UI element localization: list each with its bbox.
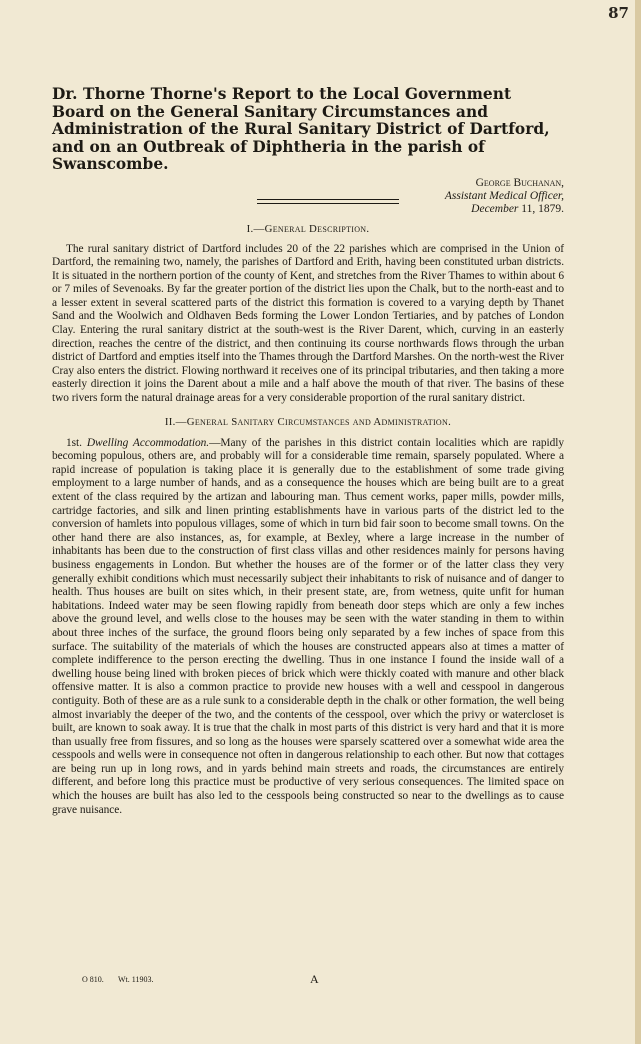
item-title: Dwelling Accommodation. [86,436,210,449]
section-2-paragraph [52,437,564,818]
signature-date [52,203,564,216]
signature-letter: A [310,972,319,986]
signature-name: George Buchanan, [475,176,564,189]
signature-block [52,177,564,216]
print-reference: Wt. 11903. [118,975,154,984]
report-content [52,86,564,817]
signature-date-month: December [471,202,519,215]
item-number: 1st. [66,436,82,449]
page-edge [635,0,641,1044]
section-1-paragraph: The rural sanitary district of Dartford includes 20 of the 22 parishes which are comprised in the Union of Dartford, the remaining two, namely, the parishes of Dartford and Erith, having been constituted urban districts. It is situated in the northern portion of the county of Kent, and stretches from the River Thames to within about 6 or 7 miles of Sevenoaks. By far the greater portion of the district lies upon the Chalk, but to the north-east and to a lesser extent in several scattered parts of the district this formation is covered to a varying depth by Thanet Sand and the Woolwich and Oldhaven Beds forming the Lower London Tertiaries, and by patches of London Clay. Entering the rural sanitary district at the south-west is the River Darent, which, curving in an easterly direction, reaches the centre of the district, and then continuing its course northwards flows through the urban district of Dartford and empties itself into the Thames through the Dartford Marshes. On the north-west the River Cray also enters the district. Flowing northward it receives one of its principal tributaries, and then taking a more easterly direction it joins the Darent about a mile and a half above the mouth of that river. The basins of these two rivers form the natural drainage areas for a very considerable proportion of the rural sanitary district. [52,242,564,405]
page-number: 87 [608,4,629,22]
sheet-mark: O 810. [82,975,104,984]
signature-date-rest: 11, 1879. [518,202,564,215]
signature-role: Assistant Medical Officer, [444,189,564,202]
section-1-heading: I.—General Description. [246,222,370,235]
section-2-heading: II.—General Sanitary Circumstances and Administration. [164,415,452,428]
report-title: Dr. Thorne Thorne's Report to the Local Government Board on the General Sanitary Circumstances and Administration of the Rural Sanitary District of Dartford, and on an Outbreak of Diphtheria in the parish of Swanscombe. [52,85,550,173]
double-rule [257,199,399,204]
section-2-text: —Many of the parishes in this district contain localities which are rapidly becoming populous, others are, and probably will for a considerable time remain, sparsely populated. Where a rapid increase of population is taking place it is generally due to the establishment of some trade giving employment to a large number of hands, and as a consequence the houses which are being built are to a great extent of the class required by the artizan and labouring man. Thus cement works, paper mills, powder mills, cartridge factories, and silk and linen printing establishments have in various parts of the district led to the conversion of hamlets into populous villages, some of which in turn bid fair soon to become small towns. On the other hand there are also instances, as, for example, at Bexley, where a large increase in the number of inhabitants has been due to the construction of first class villas and other residences mainly for persons having business engagements in London. But whether the houses are of the former or of the latter class they very generally exhibit conditions which must necessarily subject their inhabitants to risk of nuisance and of danger to health. Thus houses are built on sites which, in their present state, are, from wetness, quite unfit for human habitations. Indeed water may be seen flowing rapidly from beneath door steps which are only a few inches above the ground level, and wells close to the houses may be seen with the water standing in them to within about three inches of the surface, the ground floors being only separated by a few inches of space from this surface. The suitability of the materials of which the houses are constructed appears also at times a matter of complete indifference to the person erecting the dwelling. Thus in one instance I found the inside wall of a dwelling house being lined with broken pieces of brick which were thickly coated with manure and other black offensive matter. It is also a common practice to provide new houses with a well and cesspool in dangerous contiguity. Both of these are as a rule sunk to a considerable depth in the chalk or other formation, the well being almost invariably the deeper of the two, and the contents of the cesspool, over which the privy or watercloset is built, are known to soak away. It is true that the chalk in most parts of this district is very hard and that it is more than usually free from fissures, and so long as the houses were sparsely scattered over a somewhat wide area the cesspools and wells were in consequence not often in dangerous relationship to each other. But now that cottages are being run up in long rows, and in yards behind main streets and roads, the circumstances are entirely different, and before long this practice must be productive of very serious consequences. The limited space on which the houses are built has also led to the cesspools being constructed so near to the dwellings as to cause grave nuisance. [52,436,564,816]
